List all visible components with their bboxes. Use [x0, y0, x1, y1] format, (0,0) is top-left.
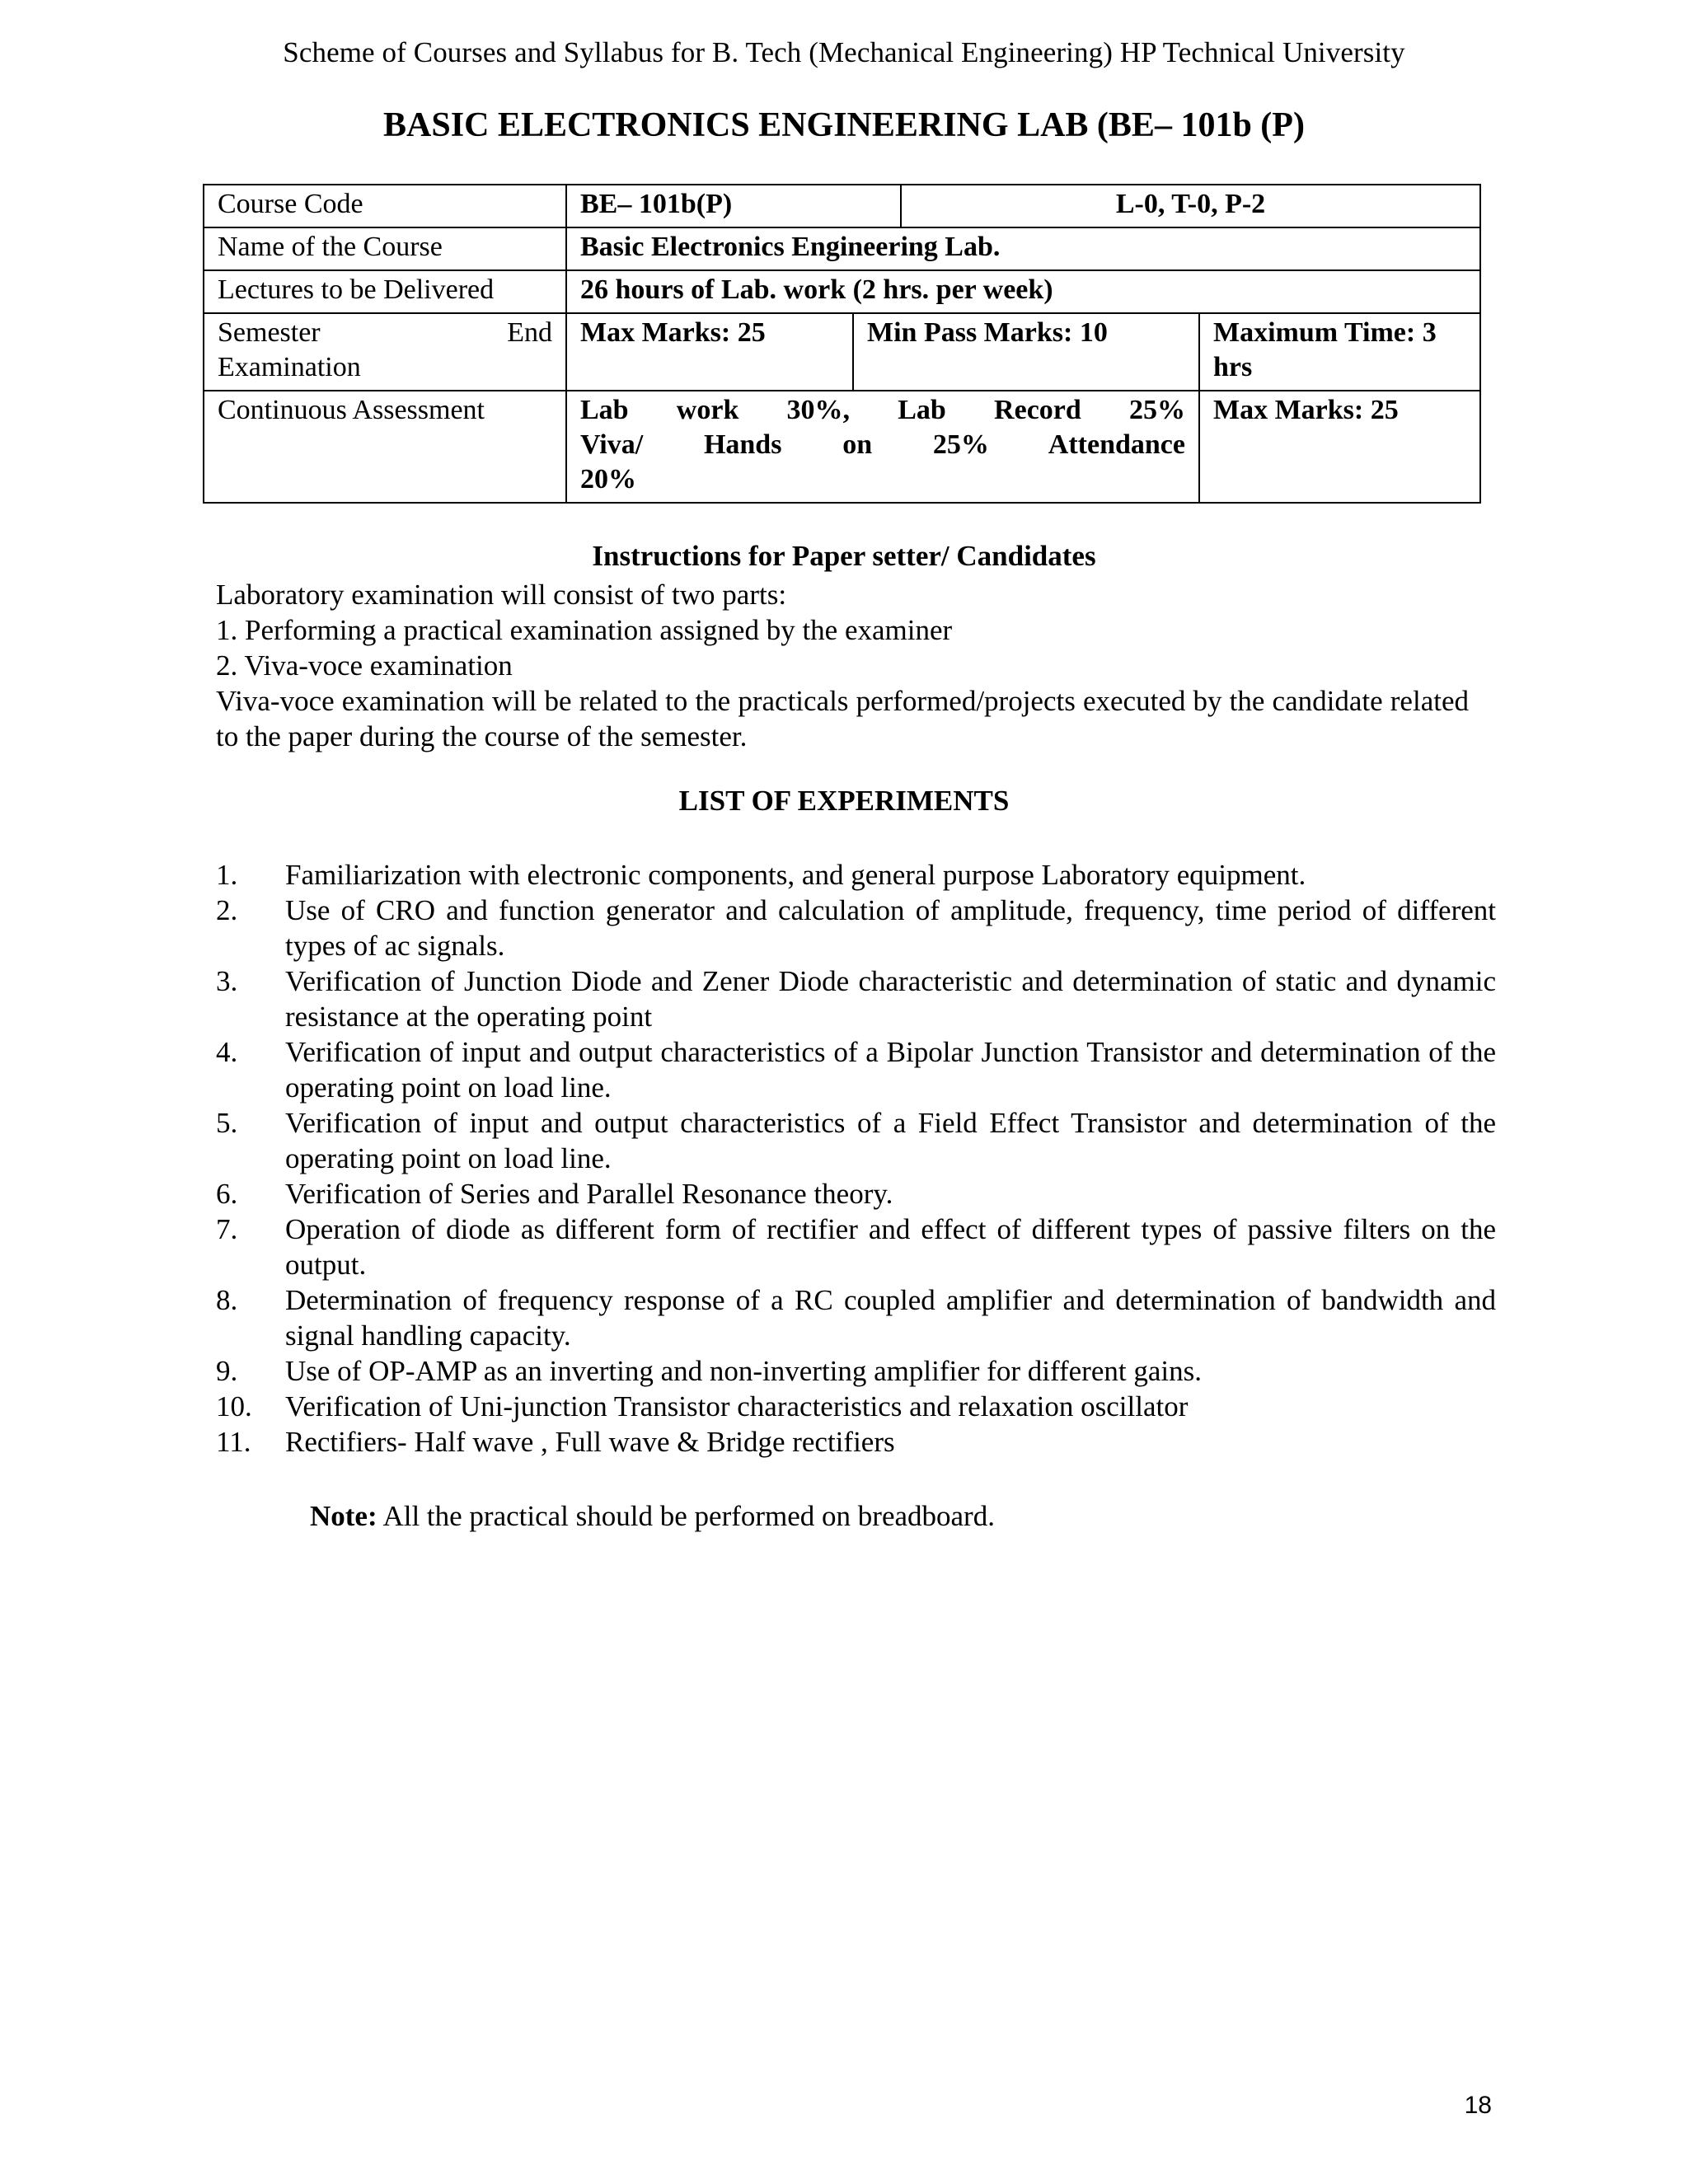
item-number: 8. — [216, 1284, 238, 1316]
table-row — [204, 185, 1480, 227]
continuous-line-1: Lab work 30%, Lab Record 25% — [580, 395, 1185, 425]
continuous-max-marks-value: Max Marks: 25 — [1199, 391, 1480, 503]
note-label: Note: — [310, 1500, 377, 1532]
list-item — [216, 1389, 1496, 1424]
note — [310, 1500, 995, 1533]
course-details-table — [203, 184, 1481, 504]
item-text: Use of OP-AMP as an inverting and non-inverting amplifier for different gains. — [285, 1355, 1202, 1387]
item-text: Determination of frequency response of a RC coupled amplifier and determination of bandwidth and signal handling capacity. — [285, 1284, 1496, 1352]
list-item — [216, 857, 1496, 893]
min-pass-marks-value: Min Pass Marks: 10 — [853, 313, 1199, 391]
item-text: Verification of input and output characteristics of a Bipolar Junction Transistor and determination of the operating point on load line. — [285, 1036, 1496, 1104]
note-text: All the practical should be performed on breadboard. — [382, 1500, 995, 1532]
max-time-value: Maximum Time: 3 hrs — [1199, 313, 1480, 391]
list-item — [216, 893, 1496, 963]
instructions-line: Laboratory examination will consist of two parts: — [216, 579, 787, 611]
instructions-line: Viva-voce examination will be related to the practicals performed/projects executed by the candidate related to the paper during the course of the semester. — [216, 685, 1469, 752]
item-number: 4. — [216, 1036, 238, 1068]
list-item — [216, 1176, 1496, 1212]
continuous-assessment-breakdown — [566, 391, 1199, 503]
table-row — [204, 270, 1480, 313]
item-text: Use of CRO and function generator and calculation of amplitude, frequency, time period of different types of ac signals. — [285, 894, 1496, 962]
lectures-value: 26 hours of Lab. work (2 hrs. per week) — [566, 270, 1480, 313]
page-title: BASIC ELECTRONICS ENGINEERING LAB (BE– 101b (P) — [383, 106, 1305, 144]
semester-label-part3: Examination — [218, 352, 361, 382]
item-text: Verification of Series and Parallel Resonance theory. — [285, 1178, 893, 1210]
item-number: 5. — [216, 1107, 238, 1139]
item-number: 7. — [216, 1213, 238, 1245]
item-number: 10. — [216, 1390, 252, 1422]
item-text: Verification of Junction Diode and Zener Diode characteristic and determination of static and dynamic resistance at the operating point — [285, 965, 1496, 1033]
list-item — [216, 1353, 1496, 1389]
max-marks-value: Max Marks: 25 — [566, 313, 853, 391]
table-row — [204, 391, 1480, 503]
instructions-line: 2. Viva-voce examination — [216, 649, 513, 682]
course-name-value: Basic Electronics Engineering Lab. — [566, 227, 1480, 270]
continuous-assessment-label: Continuous Assessment — [204, 391, 566, 503]
list-item — [216, 1282, 1496, 1353]
continuous-line-2: Viva/ Hands on 25% Attendance — [580, 429, 1185, 460]
instructions-line: 1. Performing a practical examination assigned by the examiner — [216, 614, 953, 646]
lectures-label: Lectures to be Delivered — [204, 270, 566, 313]
list-item — [216, 1105, 1496, 1176]
item-text: Verification of Uni-junction Transistor characteristics and relaxation oscillator — [285, 1390, 1189, 1422]
item-number: 1. — [216, 859, 238, 891]
running-header: Scheme of Courses and Syllabus for B. Tech (Mechanical Engineering) HP Technical University — [283, 36, 1405, 68]
semester-end-label — [204, 313, 566, 391]
list-item — [216, 1034, 1496, 1105]
semester-label-part1: Semester — [218, 317, 321, 348]
table-row — [204, 313, 1480, 391]
item-text: Operation of diode as different form of rectifier and effect of different types of passive filters on the output. — [285, 1213, 1496, 1281]
item-number: 3. — [216, 965, 238, 997]
item-text: Rectifiers- Half wave , Full wave & Bridge rectifiers — [285, 1426, 895, 1458]
item-text: Verification of input and output characteristics of a Field Effect Transistor and determination of the operating point on load line. — [285, 1107, 1496, 1174]
table-row — [204, 227, 1480, 270]
list-item — [216, 963, 1496, 1034]
item-number: 2. — [216, 894, 238, 926]
experiments-list — [216, 857, 1496, 1460]
item-number: 6. — [216, 1178, 238, 1210]
item-number: 9. — [216, 1355, 238, 1387]
list-item — [216, 1424, 1496, 1460]
course-code-value: BE– 101b(P) — [566, 185, 901, 227]
instructions-block — [216, 577, 1469, 754]
ltp-value: L-0, T-0, P-2 — [901, 185, 1480, 227]
experiments-heading: LIST OF EXPERIMENTS — [678, 785, 1010, 817]
course-name-label: Name of the Course — [204, 227, 566, 270]
continuous-line-3: 20% — [580, 464, 636, 494]
item-number: 11. — [216, 1426, 251, 1458]
course-code-label: Course Code — [204, 185, 566, 227]
page-number: 18 — [1464, 2092, 1492, 2119]
item-text: Familiarization with electronic components, and general purpose Laboratory equipment. — [285, 859, 1306, 891]
list-item — [216, 1212, 1496, 1282]
semester-label-part2: End — [507, 317, 552, 348]
instructions-heading: Instructions for Paper setter/ Candidates — [592, 540, 1096, 572]
